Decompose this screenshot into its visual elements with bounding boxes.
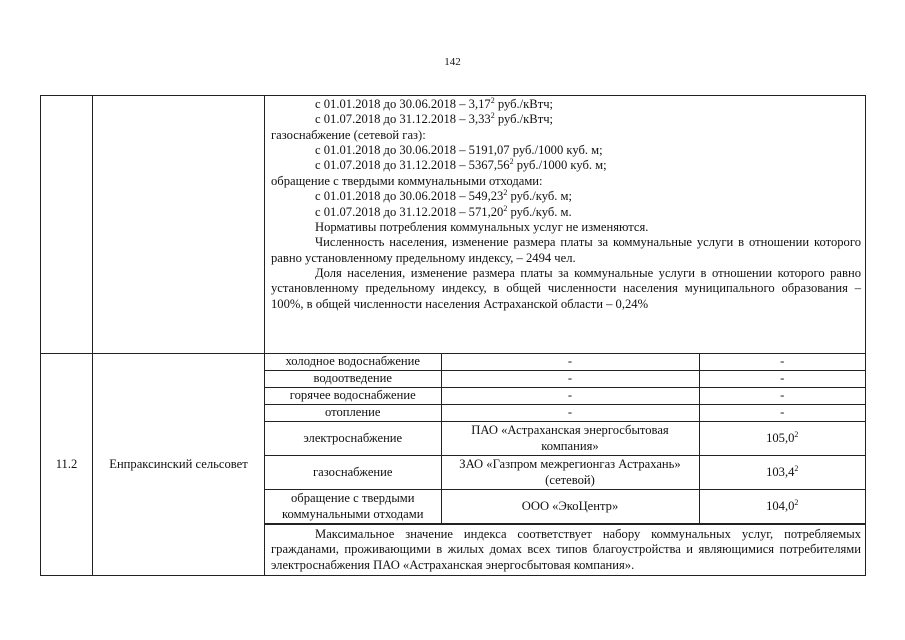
service-name: отопление xyxy=(265,405,441,422)
max-index-note: Максимальное значение индекса соответствует набору коммунальных услуг, потребляемых гражданами, проживающими в жилых домах всех типов благоустройства и являющимися потребителями электроснабжения ПАО «Астраханская энергосбытовая компания». xyxy=(271,527,861,572)
service-row xyxy=(265,405,865,422)
tariff-line: с 01.07.2018 до 31.12.2018 – 5367,56$^2$ руб./1000 куб. м; xyxy=(315,157,607,173)
tariff-line: с 01.07.2018 до 31.12.2018 – 571,20$^2$ руб./куб. м. xyxy=(315,203,572,219)
service-name: газоснабжение xyxy=(265,456,441,490)
services-cell xyxy=(265,354,866,525)
service-index: 103,4$^2$ xyxy=(699,456,865,490)
population-share-paragraph: Доля населения, изменение размера платы за коммунальные услуги в отношении которого равно установленному предельному индексу, в общей численности населения муниципального образования – 100%, в общей численности населения Астраханской области – 0,24% xyxy=(271,265,861,311)
service-provider: - xyxy=(441,371,699,388)
service-name: электроснабжение xyxy=(265,422,441,456)
services-table xyxy=(265,354,865,524)
service-index: - xyxy=(699,354,865,371)
service-name: холодное водоснабжение xyxy=(265,354,441,371)
service-provider: - xyxy=(441,354,699,371)
service-row xyxy=(265,371,865,388)
tariff-heading: газоснабжение (сетевой газ): xyxy=(271,127,426,142)
service-name: обращение с твердыми коммунальными отходами xyxy=(265,490,441,524)
tariff-line: с 01.01.2018 до 30.06.2018 – 3,17$^2$ руб./кВтч; xyxy=(315,95,554,111)
service-provider: - xyxy=(441,388,699,405)
service-index: 104,0$^2$ xyxy=(699,490,865,524)
service-name: горячее водоснабжение xyxy=(265,388,441,405)
service-provider: ЗАО «Газпром межрегионгаз Астрахань» (сетевой) xyxy=(441,456,699,490)
tariff-line: с 01.01.2018 до 30.06.2018 – 549,23$^2$ руб./куб. м; xyxy=(315,187,573,204)
service-index: 105,0$^2$ xyxy=(699,422,865,456)
note-cell xyxy=(265,525,866,576)
population-paragraph: Численность населения, изменение размера платы за коммунальные услуги в отношении которого равно установленному предельному индексу, – 2494 чел. xyxy=(271,235,861,265)
service-index: - xyxy=(699,371,865,388)
service-row xyxy=(265,354,865,371)
service-row xyxy=(265,456,865,490)
municipality-row xyxy=(41,354,866,525)
service-index: - xyxy=(699,388,865,405)
service-row xyxy=(265,490,865,524)
municipality-name: Енпраксинский сельсовет xyxy=(93,354,265,576)
tariff-line: с 01.07.2018 до 31.12.2018 – 3,33$^2$ руб./кВтч; xyxy=(315,111,554,127)
tariff-line: с 01.01.2018 до 30.06.2018 – 5191,07 руб./1000 куб. м; xyxy=(315,143,603,158)
continuation-number-cell xyxy=(41,96,93,354)
service-index: - xyxy=(699,405,865,422)
service-provider: ПАО «Астраханская энергосбытовая компания» xyxy=(441,422,699,456)
tariff-heading: обращение с твердыми коммунальными отходами: xyxy=(271,173,543,188)
service-row xyxy=(265,422,865,456)
service-row xyxy=(265,388,865,405)
row-number: 11.2 xyxy=(41,354,93,576)
tariff-table xyxy=(40,95,866,576)
page-number: 142 xyxy=(444,56,461,68)
continuation-row xyxy=(41,96,866,354)
service-name: водоотведение xyxy=(265,371,441,388)
norms-line: Нормативы потребления коммунальных услуг не изменяются. xyxy=(315,219,649,234)
service-provider: - xyxy=(441,405,699,422)
continuation-name-cell xyxy=(93,96,265,354)
continuation-text-cell xyxy=(265,96,866,354)
service-provider: ООО «ЭкоЦентр» xyxy=(441,490,699,524)
